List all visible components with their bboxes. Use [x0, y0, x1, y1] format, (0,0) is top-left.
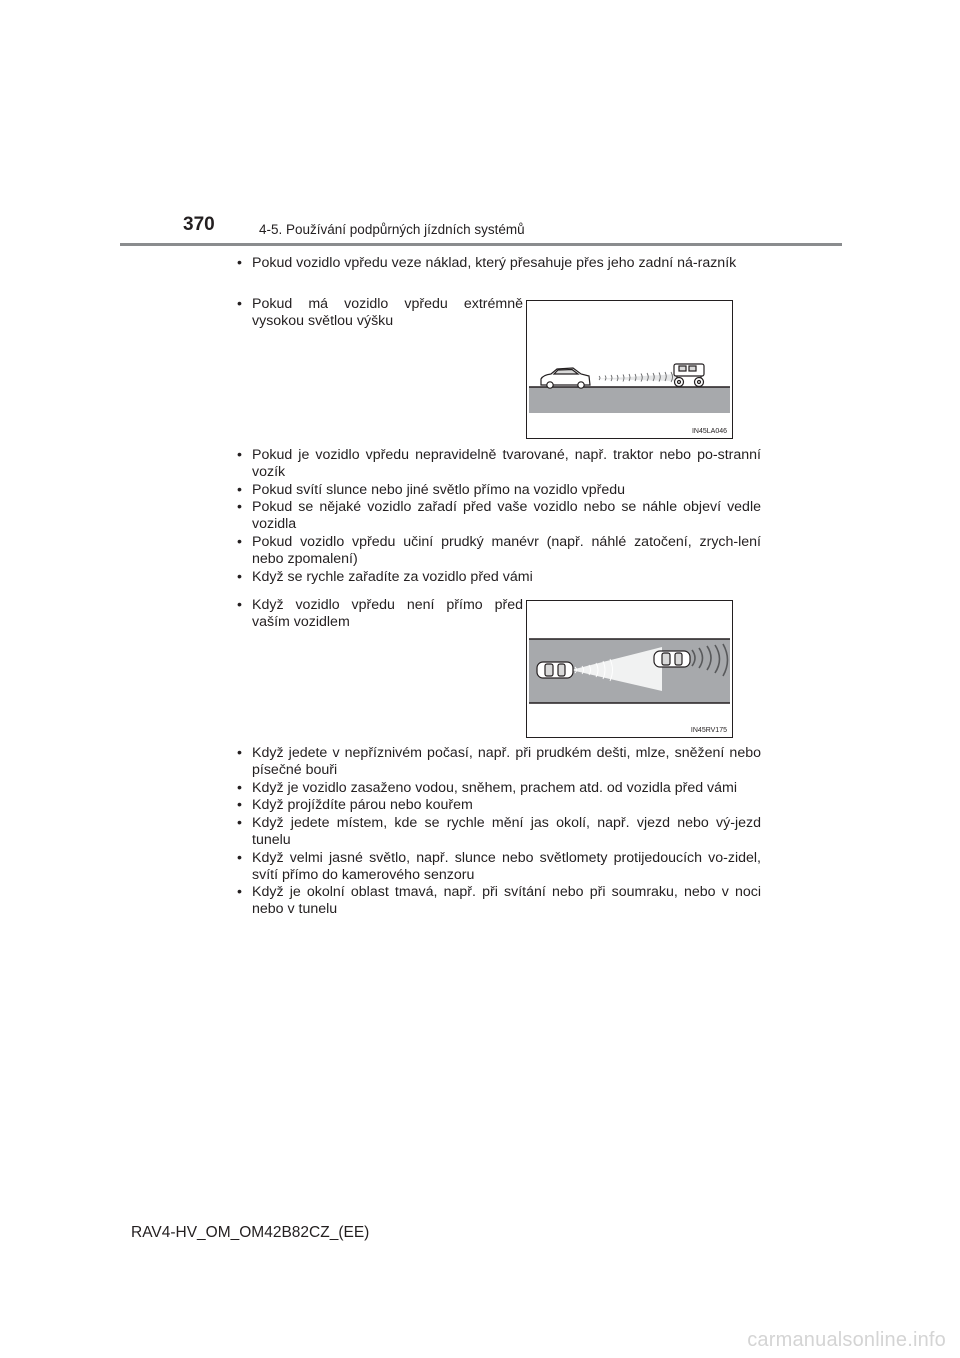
list-item: • Když je vozidlo zasaženo vodou, sněhem, prachem atd. od vozidla před vámi [236, 780, 761, 797]
document-code: RAV4-HV_OM_OM42B82CZ_(EE) [131, 1224, 370, 1241]
figure-code: IN45LA046 [691, 428, 727, 435]
list-item: • Pokud vozidlo vpředu veze náklad, který přesahuje přes jeho zadní ná-razník [236, 255, 761, 272]
bullet-figure1-text [236, 296, 523, 331]
list-item: • Když vozidlo vpředu není přímo před vaším vozidlem [236, 597, 523, 631]
list-item: • Pokud má vozidlo vpředu extrémně vysokou světlou výšku [236, 296, 523, 330]
figure-high-clearance-vehicle [526, 300, 733, 439]
section-title: 4-5. Používání podpůrných jízdních systémů [259, 222, 525, 237]
list-item: • Když jedete v nepříznivém počasí, např. při prudkém dešti, mlze, sněžení nebo písečné bouři [236, 745, 761, 779]
own-car-icon [541, 368, 590, 388]
bullet-list-middle [236, 447, 761, 586]
page-number: 370 [183, 214, 215, 235]
road-surface [529, 387, 730, 413]
figure-code: IN45RV175 [690, 727, 727, 734]
bullet-list-bottom [236, 745, 761, 919]
vehicle-ahead-icon [654, 651, 690, 667]
list-item: • Když jedete místem, kde se rychle mění jas okolí, např. vjezd nebo vý-jezd tunelu [236, 815, 761, 849]
header-rule [120, 243, 842, 246]
sensor-beam [595, 372, 677, 382]
figure-offset-vehicle [526, 600, 733, 738]
list-item: • Když velmi jasné světlo, např. slunce nebo světlomety protijedoucích vo-zidel, svítí přímo do kamerového senzoru [236, 850, 761, 884]
list-item: • Pokud je vozidlo vpředu nepravidelně tvarované, např. traktor nebo po-stranní vozík [236, 447, 761, 481]
list-item: • Pokud vozidlo vpředu učiní prudký manévr (např. náhlé zatočení, zrych-lení nebo zpomalení) [236, 534, 761, 568]
illustration-high-clearance [527, 301, 732, 438]
bullet-list-top [236, 255, 761, 273]
high-clearance-vehicle-icon [674, 364, 704, 387]
list-item: • Když je okolní oblast tmavá, např. při svítání nebo při soumraku, nebo v noci nebo v tunelu [236, 884, 761, 918]
own-car-icon [537, 662, 573, 678]
watermark: carmanualsonline.info [747, 1329, 946, 1351]
illustration-offset-vehicle [527, 601, 732, 737]
bullet-figure2-text [236, 597, 523, 632]
list-item: • Pokud se nějaké vozidlo zařadí před vaše vozidlo nebo se náhle objeví vedle vozidla [236, 499, 761, 533]
list-item: • Když se rychle zařadíte za vozidlo před vámi [236, 569, 761, 586]
list-item: • Když projíždíte párou nebo kouřem [236, 797, 761, 814]
list-item: • Pokud svítí slunce nebo jiné světlo přímo na vozidlo vpředu [236, 482, 761, 499]
